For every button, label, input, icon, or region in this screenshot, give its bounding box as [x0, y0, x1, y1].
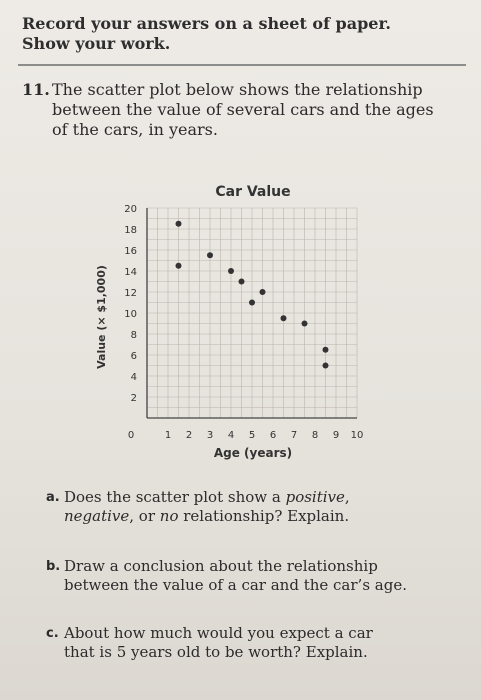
y-tick-label: 12	[124, 288, 137, 299]
data-point	[249, 300, 255, 306]
y-tick-label: 2	[130, 393, 137, 404]
data-point	[239, 279, 245, 285]
x-tick-label: 0	[127, 430, 135, 441]
x-tick-label: 8	[311, 430, 319, 441]
part-b	[46, 557, 454, 595]
data-point	[260, 289, 266, 295]
question-line-3: of the cars, in years.	[52, 120, 218, 139]
x-tick-label: 9	[332, 430, 340, 441]
instructions-line-2: Show your work.	[22, 34, 171, 53]
data-point	[323, 347, 329, 353]
data-point	[176, 263, 182, 269]
question-text	[52, 80, 452, 140]
question-line-2: between the value of several cars and the ages	[52, 100, 434, 119]
x-tick-label: 7	[290, 430, 298, 441]
chart-grid	[147, 208, 357, 418]
data-point	[302, 321, 308, 327]
part-b-label: b.	[46, 559, 61, 574]
part-a-text-mid: , or	[129, 507, 160, 525]
part-a-comma: ,	[344, 488, 350, 506]
part-a-label: a.	[46, 490, 60, 505]
part-a-word-negative: negative	[64, 507, 130, 525]
data-point	[176, 221, 182, 227]
x-tick-label: 2	[185, 430, 193, 441]
instructions-line-1: Record your answers on a sheet of paper.	[22, 14, 391, 33]
y-tick-label: 8	[130, 330, 137, 341]
x-tick-label: 10	[350, 430, 364, 441]
x-tick-label: 4	[227, 430, 235, 441]
y-axis-label: Value (× $1,000)	[95, 265, 108, 369]
question-number: 11.	[22, 80, 50, 99]
y-tick-label: 6	[130, 351, 137, 362]
x-axis-ticks	[128, 430, 364, 441]
instructions-header	[22, 14, 391, 54]
x-tick-label: 5	[248, 430, 256, 441]
data-point	[207, 252, 213, 258]
scatter-plot	[90, 172, 390, 472]
part-c	[46, 624, 454, 662]
y-tick-label: 10	[124, 309, 137, 320]
y-tick-label: 4	[130, 372, 137, 383]
part-c-line-2: that is 5 years old to be worth? Explain.	[64, 643, 368, 661]
part-c-line-1: About how much would you expect a car	[64, 624, 373, 642]
part-a	[46, 488, 454, 526]
part-a-word-positive: positive	[285, 488, 345, 506]
data-point	[228, 268, 234, 274]
part-b-line-1: Draw a conclusion about the relationship	[64, 557, 378, 575]
y-tick-label: 18	[124, 225, 137, 236]
part-c-label: c.	[46, 626, 59, 641]
x-tick-label: 6	[269, 430, 277, 441]
part-a-word-no: no	[159, 507, 179, 525]
y-tick-label: 16	[124, 246, 137, 257]
x-tick-label: 3	[206, 430, 214, 441]
part-a-text-pre: Does the scatter plot show a	[64, 488, 286, 506]
part-a-text-post: relationship? Explain.	[178, 507, 350, 525]
data-point	[323, 363, 329, 369]
y-axis-ticks	[124, 204, 137, 404]
y-tick-label: 14	[124, 267, 137, 278]
chart-title: Car Value	[215, 184, 291, 200]
x-tick-label: 1	[164, 430, 172, 441]
data-point	[281, 315, 287, 321]
y-tick-label: 20	[124, 204, 137, 215]
x-axis-label: Age (years)	[213, 446, 293, 460]
part-b-line-2: between the value of a car and the car’s age.	[64, 576, 407, 594]
header-divider	[18, 64, 466, 66]
question-line-1: The scatter plot below shows the relationship	[52, 80, 423, 99]
